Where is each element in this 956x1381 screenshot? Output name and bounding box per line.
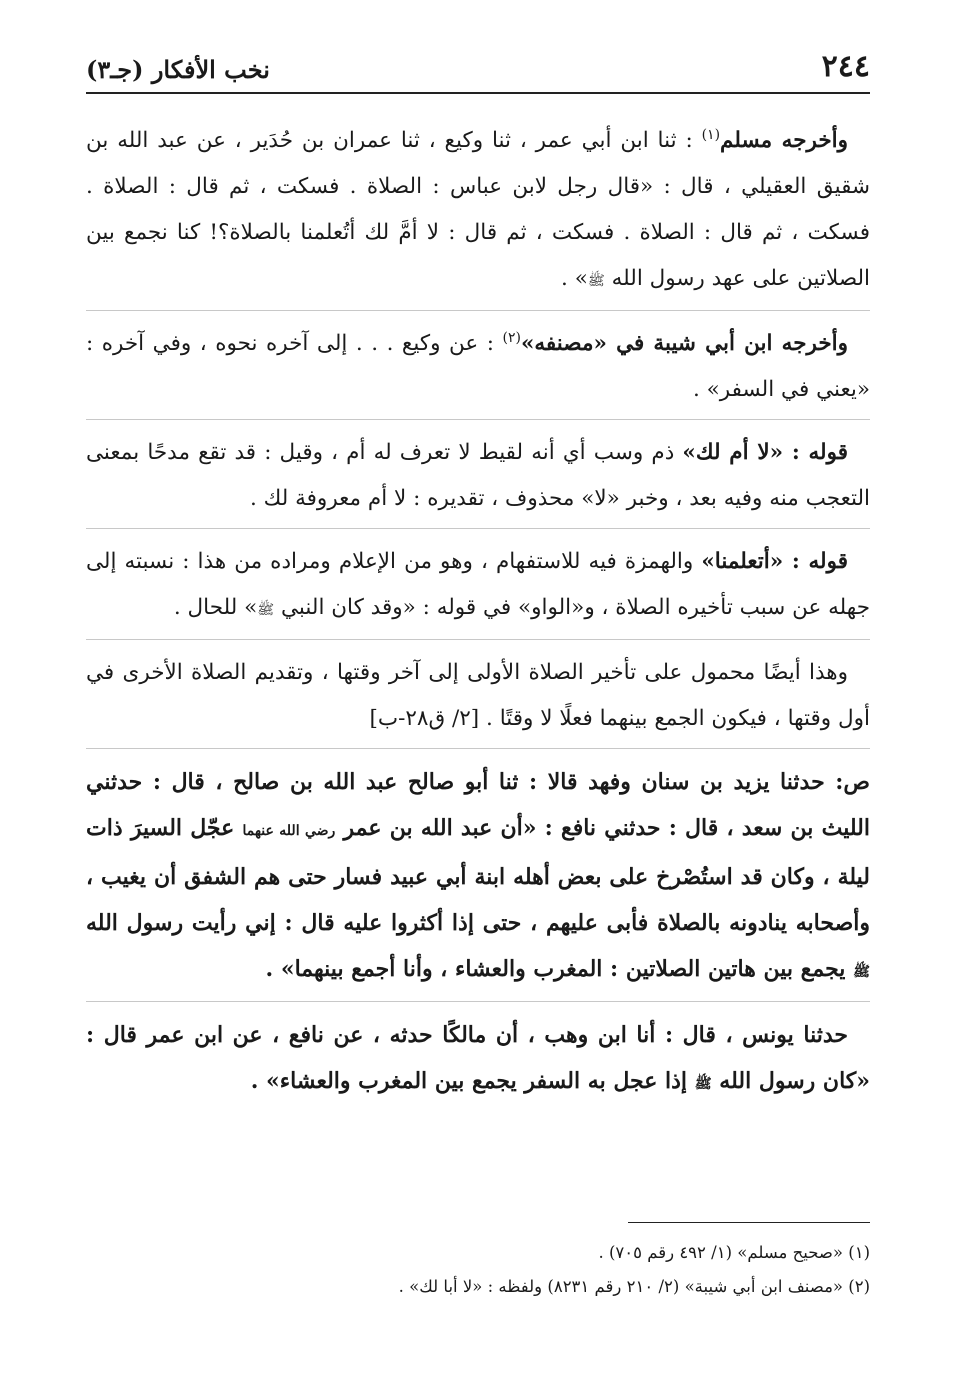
paragraph-muslim [86,118,870,311]
paragraph-lead: قوله : «أتعلمنا» [701,549,848,574]
paragraph-text: ذم وسب أي أنه لقيط لا تعرف له أم ، وقيل : قد تقع مدحًا بمعنى التعجب منه وفيه بعد ، وخبر «لا» محذوف ، تقديره : لا أم معروفة لك . [86,440,870,511]
running-title: نخب الأفكار (جـ٣) [86,55,270,84]
main-text [86,118,870,1123]
honorific-glyph: ﷺ [257,602,275,618]
paragraph-text: وهذا أيضًا محمول على تأخير الصلاة الأولى إلى آخر وقتها ، وتقديم الصلاة الأخرى في أول وقتها ، فيكون الجمع بينهما فعلًا لا وقتًا . [٢/ ق٢٨-ب] [86,660,870,731]
paragraph-tail: » للحال . [173,595,258,620]
honorific-glyph: رضي الله عنهما [242,823,336,839]
paragraph-lead: وأخرجه مسلم [720,128,848,153]
paragraph-la-umma-lak [86,430,870,529]
paragraph-text: : عن وكيع . . . إلى آخره نحوه ، وفي آخره : «يعني في السفر» . [86,331,870,402]
footnote-1: (١) «صحيح مسلم» (١/ ٤٩٢ رقم ٧٠٥) . [598,1243,870,1262]
paragraph-atuallimuna [86,539,870,640]
footnotes [86,1236,870,1304]
footnote-ref: (٢) [502,329,521,346]
paragraph-tail: » . [561,266,588,291]
paragraph-text: : ثنا ابن أبي عمر ، ثنا وكيع ، ثنا عمران بن حُدَير ، عن عبد الله بن شقيق العقيلي ، قال : «قال رجل لابن عباس : الصلاة . فسكت ، ثم قال : الصلاة . فسكت ، ثم قال : الصلاة . فسكت ، ثم قال : لا أمَّ لك أتُعلمنا بالصلاة؟! كنا نجمع بين الصلاتين على عهد رسول الله [86,128,870,291]
paragraph-text-3: يجمع بين هاتين الصلاتين : المغرب والعشاء ، وأنا أجمع بينهما» . [265,956,846,982]
paragraph-text: ص: حدثنا يزيد بن سنان وفهد قالا : ثنا أبو صالح عبد الله بن صالح ، قال : حدثني الليث بن سعد ، قال : حدثني نافع : «أن عبد الله بن عمر [86,769,870,841]
honorific-glyph: ﷺ [587,273,605,289]
page-header [86,49,870,94]
paragraph-lead: قوله : «لا أم لك» [682,440,848,465]
page-number: ٢٤٤ [821,49,870,84]
paragraph-ibn-abi-shaybah [86,321,870,420]
honorific-glyph: ﷺ [694,1076,712,1092]
paragraph-lead: وأخرجه ابن أبي شيبة في «مصنفه» [520,331,848,356]
footnote-2: (٢) «مصنف ابن أبي شيبة» (٢/ ٢١٠ رقم ٨٢٣١) ولفظه : «لا أبا لك» . [398,1277,870,1296]
paragraph-text: والهمزة فيه للاستفهام ، وهو من الإعلام ومراده من هذا : نسبته إلى جهله عن سبب تأخيره الصلاة ، و«الواو» في قوله : «وقد كان النبي [86,549,870,620]
paragraph-tail: إذا عجل به السفر يجمع بين المغرب والعشاء» . [250,1068,688,1094]
footnote-divider [628,1222,870,1223]
paragraph-text: حدثنا يونس ، قال : أنا ابن وهب ، أن مالكًا حدثه ، عن نافع ، عن ابن عمر قال : «كان رسول الله [86,1022,870,1094]
paragraph-commentary [86,650,870,749]
paragraph-text-2: عجّل السيرَ ذات ليلة ، وكان قد استُصْرخ على بعض أهله ابنة أبي عبيد فسار حتى هم الشفق أن يغيب ، وأصحابه ينادونه بالصلاة فأبى عليهم ، حتى إذا أكثروا عليه قال : إني رأيت رسول الله [86,815,870,936]
paragraph-hadith-yunus [86,1012,870,1113]
paragraph-hadith-ibn-umar [86,759,870,1002]
honorific-glyph: ﷺ [853,964,870,980]
footnote-ref: (١) [701,126,721,143]
